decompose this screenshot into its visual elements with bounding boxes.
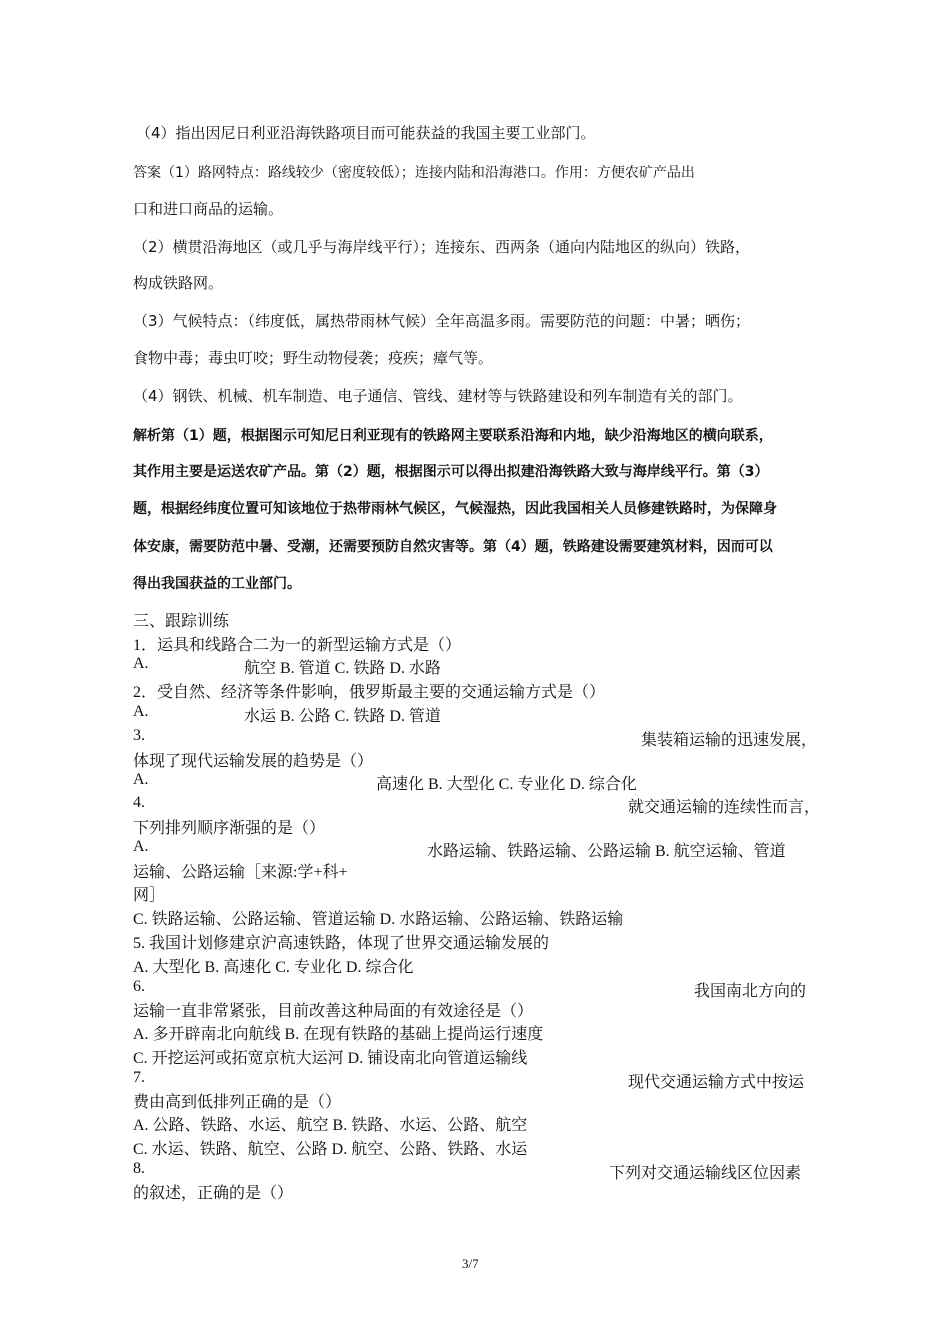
exercise-7-question-start: 现代交通运输方式中按运 [628, 1074, 805, 1091]
exercise-4-number: 4. [133, 794, 145, 811]
analysis-line-1: 解析第（1）题，根据图示可知尼日利亚现有的铁路网主要联系沿海和内地，缺少沿海地区的横向联系， [133, 428, 773, 444]
answer-3-line-2: 食物中毒；毒虫叮咬；野生动物侵袭；疫疾；瘴气等。 [133, 349, 494, 367]
analysis-line-2: 其作用主要是运送农矿产品。第（2）题，根据图示可以得出拟建沿海铁路大致与海岸线平行。第（3） [133, 464, 769, 480]
answer-2-line-2: 构成铁路网。 [133, 274, 224, 292]
exercise-4-question-end: 下列排列顺序渐强的是（） [133, 820, 326, 837]
exercise-2-question: 2．受自然、经济等条件影响，俄罗斯最主要的交通运输方式是（） [133, 684, 606, 701]
exercise-5-options: A. 大型化 B. 高速化 C. 专业化 D. 综合化 [133, 959, 414, 976]
exercise-6-options-ab: A. 多开辟南北向航线 B. 在现有铁路的基础上提尚运行速度 [133, 1026, 544, 1043]
section-heading: 三、跟踪训练 [133, 613, 230, 630]
exercise-7-number: 7. [133, 1069, 145, 1086]
exercise-7-options-cd: C. 水运、铁路、航空、公路 D. 航空、公路、铁路、水运 [133, 1141, 528, 1158]
exercise-6-number: 6. [133, 978, 145, 995]
exercise-3-option-label: A. [133, 771, 149, 788]
exercise-4-options-ab: 水路运输、铁路运输、公路运输 B. 航空运输、管道 [427, 843, 786, 860]
exercise-3-question-end: 体现了现代运输发展的趋势是（） [133, 753, 374, 770]
exercise-6-question-start: 我国南北方向的 [694, 983, 807, 1000]
analysis-line-3: 题，根据经纬度位置可知该地位于热带雨林气候区，气候湿热，因此我国相关人员修建铁路时，为保障身 [133, 501, 777, 517]
exercise-4-options-cd: C. 铁路运输、公路运输、管道运输 D. 水路运输、公路运输、铁路运输 [133, 911, 624, 928]
answer-4-text: （4）钢铁、机械、机车制造、电子通信、管线、建材等与铁路建设和列车制造有关的部门。 [133, 387, 743, 405]
exercise-8-question-end: 的叙述，正确的是（） [133, 1185, 294, 1202]
exercise-2-option-label: A. [133, 703, 149, 720]
exercise-8-number: 8. [133, 1160, 145, 1177]
exercise-1-option-label: A. [133, 655, 149, 672]
exercise-7-options-ab: A. 公路、铁路、水运、航空 B. 铁路、水运、公路、航空 [133, 1117, 528, 1134]
exercise-3-question-start: 集装箱运输的迅速发展， [641, 732, 818, 749]
analysis-line-4: 体安康，需要防范中暑、受潮，还需要预防自然灾害等。第（4）题，铁路建设需要建筑材料，因而可以 [133, 539, 773, 555]
exercise-5-question: 5. 我国计划修建京沪高速铁路，体现了世界交通运输发展的 [133, 935, 550, 952]
exercise-6-options-cd: C. 开挖运河或拓宽京杭大运河 D. 铺设南北向管道运输线 [133, 1050, 528, 1067]
exercise-4-options-b-cont: 运输、公路运输［来源:学+科+ [133, 864, 348, 881]
exercise-4-option-label: A. [133, 838, 149, 855]
exercise-2-options: 水运 B. 公路 C. 铁路 D. 管道 [244, 708, 441, 725]
page-number: 3/7 [462, 1256, 479, 1271]
exercise-8-question-start: 下列对交通运输线区位因素 [609, 1165, 802, 1182]
question-4-text: （4）指出因尼日利亚沿海铁路项目而可能获益的我国主要工业部门。 [136, 124, 596, 142]
exercise-6-question-end: 运输一直非常紧张，目前改善这种局面的有效途径是（） [133, 1003, 534, 1020]
exercise-4-question-start: 就交通运输的连续性而言， [628, 799, 821, 816]
answer-3-line-1: （3）气候特点：（纬度低，属热带雨林气候）全年高温多雨。需要防范的问题：中暑；晒伤； [133, 312, 751, 330]
exercise-1-options: 航空 B. 管道 C. 铁路 D. 水路 [244, 660, 441, 677]
exercise-3-number: 3. [133, 727, 145, 744]
exercise-4-source-note: 网］ [133, 887, 166, 904]
exercise-3-options: 高速化 B. 大型化 C. 专业化 D. 综合化 [376, 776, 637, 793]
answer-1-line-1: 答案（1）路网特点：路线较少（密度较低）；连接内陆和沿海港口。作用：方便农矿产品出 [133, 165, 695, 181]
answer-1-line-2: 口和进口商品的运输。 [133, 200, 284, 218]
analysis-line-5: 得出我国获益的工业部门。 [133, 576, 301, 592]
exercise-1-question: 1．运具和线路合二为一的新型运输方式是（） [133, 637, 462, 654]
exercise-7-question-end: 费由高到低排列正确的是（） [133, 1094, 342, 1111]
answer-2-line-1: （2）横贯沿海地区（或几乎与海岸线平行）；连接东、西两条（通向内陆地区的纵向）铁路， [133, 238, 751, 256]
